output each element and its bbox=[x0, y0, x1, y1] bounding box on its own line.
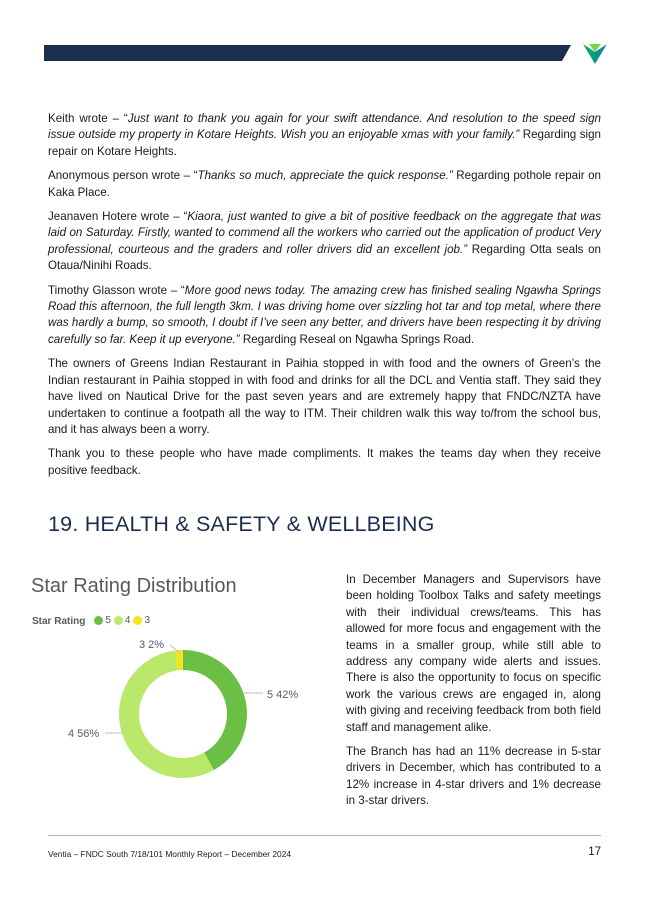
paragraph-lead: Timothy Glasson wrote – “ bbox=[48, 283, 185, 297]
donut-slice bbox=[183, 650, 247, 770]
paragraph-lead: Anonymous person wrote – “ bbox=[48, 169, 198, 183]
legend-label: 5 bbox=[105, 615, 111, 626]
legend-title: Star Rating bbox=[32, 616, 86, 627]
section-number: 19. bbox=[48, 512, 79, 536]
health-safety-text bbox=[346, 572, 601, 818]
chart-title: Star Rating Distribution bbox=[31, 575, 237, 597]
paragraph-quote: Just want to thank you again for your swift attendance. And resolution to the speed sign issue outside my property in Kotare Heights. Wish you an enjoyable xmas with your family.” bbox=[48, 112, 602, 142]
body-paragraph bbox=[48, 283, 601, 349]
section-heading bbox=[48, 512, 435, 537]
body-paragraph bbox=[48, 446, 601, 479]
paragraph-quote: Kiaora, just wanted to give a bit of positive feedback on the aggregate that was laid on Saturday. Firstly, wanted to commend all the workers who carried out the application of product Very professional, courteous and the graders and roller drivers did an excellent job.” bbox=[48, 210, 602, 256]
paragraph-tail: Regarding Reseal on Ngawha Springs Road. bbox=[239, 332, 475, 346]
header-bar bbox=[44, 45, 562, 61]
body-paragraph bbox=[48, 111, 601, 160]
legend-label: 3 bbox=[144, 615, 151, 626]
body-paragraph bbox=[48, 168, 601, 201]
paragraph-lead: Keith wrote – “ bbox=[48, 112, 128, 125]
donut-chart-svg bbox=[30, 573, 330, 783]
side-paragraph: The Branch has had an 11% decrease in 5-star drivers in December, which has contributed to a 12% increase in 4-star drivers and 1% decrease in 3-star drivers. bbox=[346, 745, 601, 808]
paragraph-lead: The owners of Greens Indian Restaurant in Paihia stopped in with food and the owners of Green’s the Indian restaurant in Paihia stopped in with food and drinks for all the DCL and Ventia staff. They said they have lived on Nautical Drive for the past seven years and are extremely happy that FNDC/NZTA have undertaken to continue a footpath all the way to ITM. Their children walk this way to/from the school bus, and it has always been a worry. bbox=[48, 357, 601, 436]
paragraph-tail: Regarding pothole repair on Kaka Place. bbox=[48, 169, 602, 199]
paragraph-tail: Regarding Otta seals on Otaua/Ninihi Roads. bbox=[48, 242, 601, 273]
paragraph-quote: Thanks so much, appreciate the quick response.” bbox=[197, 169, 453, 183]
section-title-text: HEALTH & SAFETY & WELLBEING bbox=[84, 512, 435, 536]
paragraph-lead: Jeanaven Hotere wrote – “ bbox=[48, 210, 188, 224]
footer-divider bbox=[48, 835, 601, 836]
body-paragraph bbox=[48, 209, 601, 275]
paragraph-tail: Regarding sign repair on Kotare Heights. bbox=[48, 128, 601, 158]
body-paragraph bbox=[48, 356, 601, 438]
legend-label: 4 bbox=[124, 615, 131, 626]
star-rating-chart bbox=[30, 573, 330, 783]
data-label: 5 42% bbox=[267, 689, 299, 701]
ventia-logo-icon bbox=[583, 43, 607, 65]
data-label: 3 2% bbox=[139, 639, 165, 651]
footer-text: Ventia – FNDC South 7/18/101 Monthly Report – December 2024 bbox=[48, 849, 292, 859]
compliments-section bbox=[48, 111, 601, 487]
page-number: 17 bbox=[588, 846, 601, 858]
side-paragraph: In December Managers and Supervisors have been holding Toolbox Talks and safety meetings with their individual crews/teams. This has allowed for more focus and engagement with the teams in a smaller group, while still able to address any company wide alerts and issues. There is also the opportunity to focus on specific work the various crews are engaged in, along with giving and receiving feedback from both field staff and management alike. bbox=[346, 573, 601, 734]
paragraph-lead: Thank you to these people who have made compliments. It makes the teams day when they receive positive feedback. bbox=[48, 447, 601, 477]
paragraph-quote: More good news today. The amazing crew has finished sealing Ngawha Springs Road this afternoon, the full length 3km. I was driving home over sizzling hot tar and top metal, where there was hardly a bump, so smooth, I doubt if I’ve seen any better, and drivers have been respecting it by driving carefully so far. Keep it up everyone.” bbox=[48, 283, 601, 346]
data-label: 4 56% bbox=[68, 728, 100, 740]
